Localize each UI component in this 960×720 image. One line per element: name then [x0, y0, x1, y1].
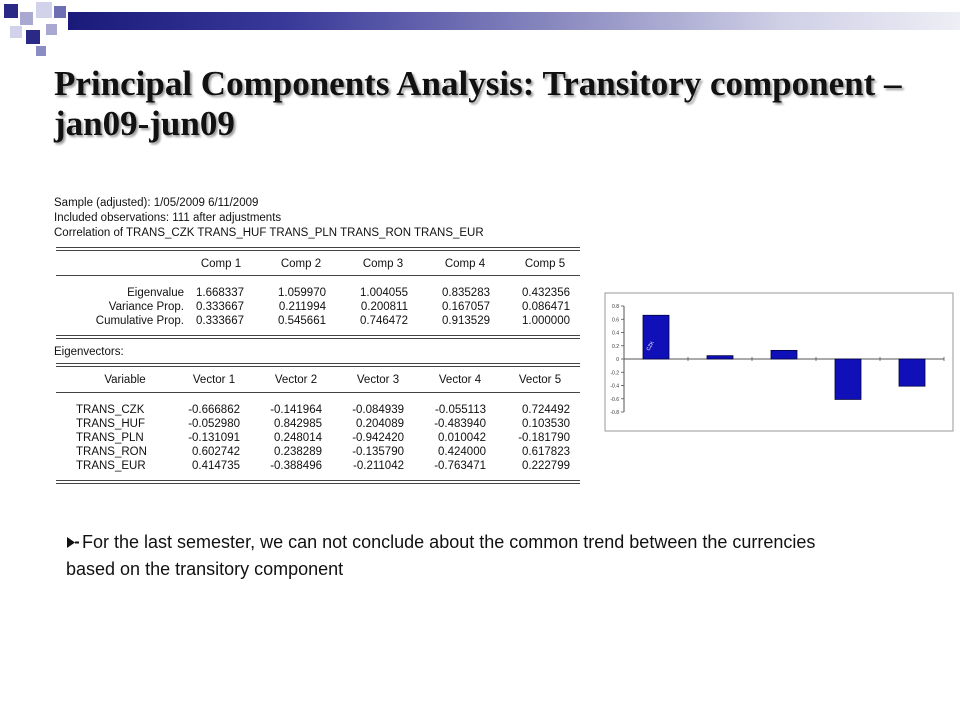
y-tick-label: 0.2: [612, 343, 619, 350]
conclusion-bullet: [66, 529, 826, 583]
table-cell: 0.842985: [274, 418, 322, 430]
table-rule: [56, 363, 580, 367]
bar-chart-svg: [604, 292, 954, 432]
bar: [899, 359, 925, 386]
table-cell: 0.432356: [522, 287, 570, 299]
table-cell: 1.668337: [196, 287, 244, 299]
deco-square: [20, 12, 33, 25]
table-cell: -0.055113: [435, 404, 486, 416]
comp-header: Comp 3: [362, 258, 404, 270]
table-rule: [56, 335, 580, 339]
bar: [643, 315, 669, 359]
table-cell: -0.942420: [352, 432, 404, 444]
table-cell: 0.724492: [522, 404, 570, 416]
table-cell: 0.248014: [274, 432, 322, 444]
table-cell: 0.545661: [278, 315, 326, 327]
table-cell: 0.204089: [356, 418, 404, 430]
row-label: Cumulative Prop.: [95, 315, 184, 327]
vector-header: Vector 5: [518, 374, 562, 386]
title-banner-bar: [68, 12, 960, 30]
row-label: TRANS_RON: [76, 446, 147, 458]
row-label: Variance Prop.: [108, 301, 184, 313]
table-cell: 0.617823: [522, 446, 570, 458]
comp-header: Comp 2: [280, 258, 322, 270]
table-cell: -0.666862: [188, 404, 240, 416]
deco-square: [54, 6, 66, 18]
observations-line: Included observations: 111 after adjustments: [54, 212, 282, 224]
table-cell: -0.052980: [188, 418, 240, 430]
deco-square: [4, 4, 18, 18]
table-cell: 1.059970: [278, 287, 326, 299]
row-label: TRANS_PLN: [76, 432, 144, 444]
table-cell: -0.131091: [188, 432, 240, 444]
comp-header: Comp 5: [524, 258, 566, 270]
table-rule: [56, 480, 580, 484]
table-cell: 0.010042: [438, 432, 486, 444]
row-label: TRANS_HUF: [76, 418, 146, 430]
pca-output-panel: [54, 197, 584, 487]
conclusion-text: For the last semester, we can not conclude about the common trend between the currencies based on the transitory component: [66, 532, 816, 579]
row-label: TRANS_EUR: [76, 460, 146, 472]
table-cell: 0.200811: [360, 301, 408, 313]
y-tick-label: 0.4: [612, 330, 619, 337]
deco-square: [26, 30, 40, 44]
slide-title: Principal Components Analysis: Transitory component –jan09-jun09: [54, 64, 902, 143]
table-cell: -0.135790: [352, 446, 404, 458]
vector-header: Vector 4: [438, 374, 482, 386]
table-cell: -0.211042: [353, 460, 404, 472]
table-rule: [56, 275, 580, 276]
deco-square: [36, 2, 52, 18]
y-tick-label: -0.8: [610, 410, 619, 416]
table-cell: -0.763471: [434, 460, 486, 472]
table-cell: -0.388496: [270, 460, 322, 472]
table-cell: 0.414735: [192, 460, 240, 472]
sample-line: Sample (adjusted): 1/05/2009 6/11/2009: [54, 197, 259, 209]
correlation-line: Correlation of TRANS_CZK TRANS_HUF TRANS_PLN TRANS_RON TRANS_EUR: [54, 227, 484, 239]
row-label: Eigenvalue: [127, 287, 184, 299]
table-cell: -0.084939: [352, 404, 404, 416]
table-cell: 0.913529: [442, 315, 490, 327]
y-tick-label: -0.6: [610, 396, 619, 403]
table-cell: 0.424000: [438, 446, 486, 458]
bar: [707, 356, 733, 359]
y-tick-label: -0.2: [610, 370, 619, 377]
eigenvectors-label: Eigenvectors:: [54, 346, 124, 358]
bar: [835, 359, 861, 399]
table-cell: 0.103530: [522, 418, 570, 430]
table-cell: 1.000000: [522, 315, 570, 327]
bar: [771, 350, 797, 359]
y-tick-label: 0.6: [612, 317, 619, 324]
arrow-bullet-icon: [66, 536, 80, 549]
y-tick-label: -0.4: [610, 383, 619, 390]
table-rule: [56, 247, 580, 251]
vector-header: Vector 3: [356, 374, 400, 386]
comp-header: Comp 1: [200, 258, 242, 270]
vector-header: Vector 2: [274, 374, 318, 386]
row-label: TRANS_CZK: [76, 404, 145, 416]
table-cell: 1.004055: [360, 287, 408, 299]
y-tick-label: 0.8: [612, 304, 619, 310]
table-cell: 0.602742: [192, 446, 240, 458]
table-cell: 0.333667: [196, 315, 244, 327]
decorative-squares: [0, 0, 80, 60]
table-cell: -0.483940: [434, 418, 486, 430]
y-tick-label: 0: [616, 357, 619, 363]
deco-square: [10, 26, 22, 38]
table-cell: 0.211994: [278, 301, 326, 313]
deco-square: [46, 24, 57, 35]
table-cell: 0.238289: [274, 446, 322, 458]
comp-header: Comp 4: [444, 258, 486, 270]
table-cell: -0.181790: [518, 432, 570, 444]
vector-header: Vector 1: [192, 374, 236, 386]
deco-square: [36, 46, 46, 56]
variable-header: Variable: [104, 374, 146, 386]
table-cell: 0.333667: [196, 301, 244, 313]
table-cell: 0.746472: [360, 315, 408, 327]
table-cell: 0.835283: [442, 287, 490, 299]
table-cell: -0.141964: [270, 404, 322, 416]
transitory-component-chart: [604, 292, 954, 432]
table-rule: [56, 392, 580, 393]
table-cell: 0.222799: [522, 460, 570, 472]
category-label: CZK: [645, 340, 656, 352]
table-cell: 0.086471: [522, 301, 570, 313]
table-cell: 0.167057: [442, 301, 490, 313]
